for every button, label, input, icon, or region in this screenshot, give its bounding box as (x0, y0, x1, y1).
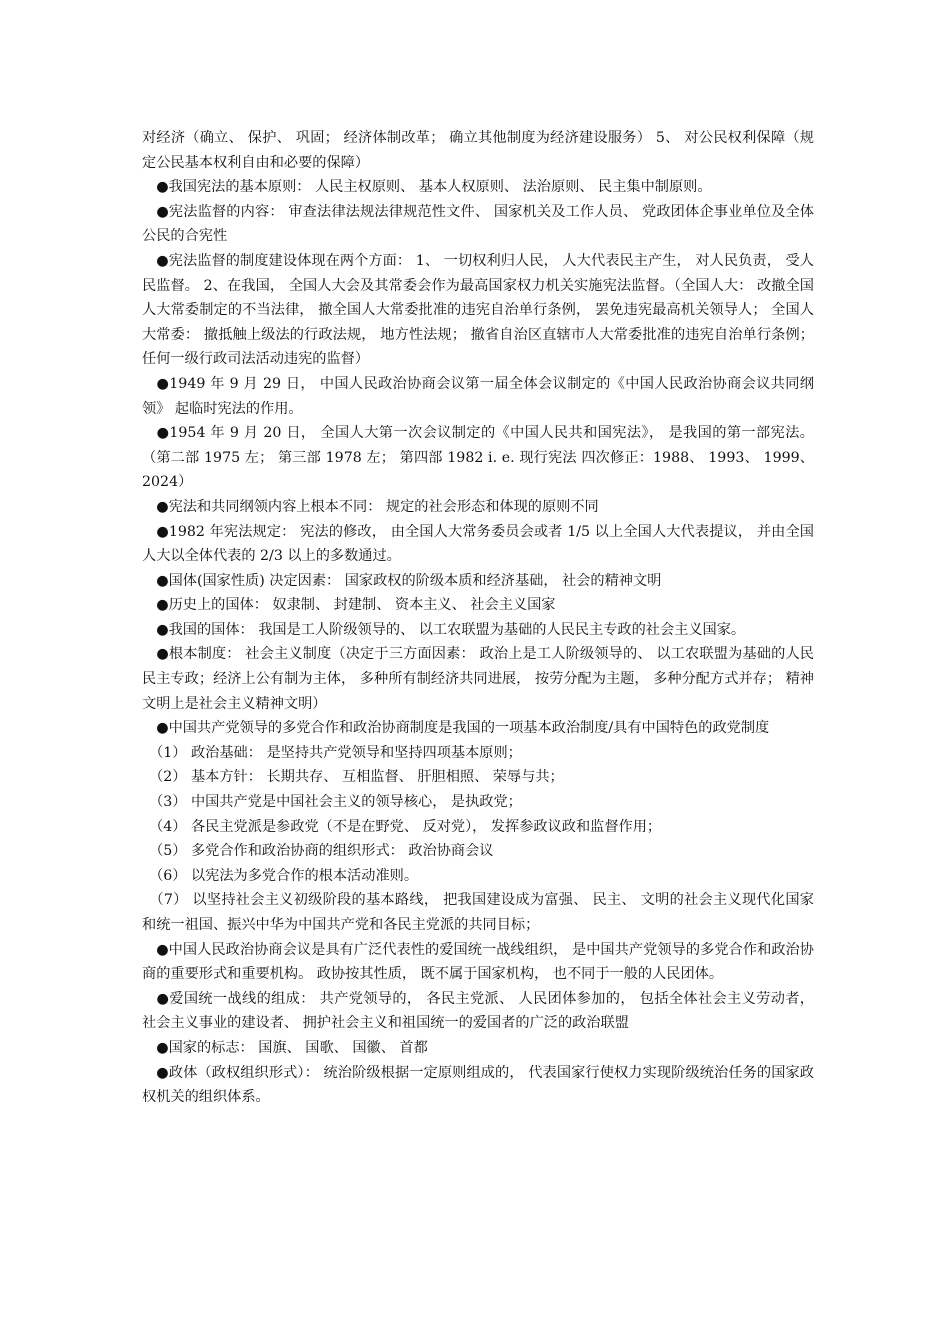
document-body (142, 126, 819, 1110)
list-item-political-basis: （1） 政治基础： 是坚持共产党领导和坚持四项基本原则； (142, 744, 522, 761)
paragraph-multi-party-cooperation: ●中国共产党领导的多党合作和政治协商制度是我国的一项基本政治制度/具有中国特色的政党制度 (142, 720, 770, 737)
paragraph-supervision-content: ●宪法监督的内容： 审查法律法规法律规范性文件、 国家机关及工作人员、 党政团体企事业单位及全体公民的合宪性 (142, 203, 814, 245)
paragraph-amendment-1982: ●1982 年宪法规定： 宪法的修改， 由全国人大常务委员会或者 1/5 以上全国人大代表提议， 并由全国人大以全体代表的 2/3 以上的多数通过。 (142, 523, 814, 565)
paragraph-common-program-1949: ●1949 年 9 月 29 日， 中国人民政治协商会议第一届全体会议制定的《中国人民政治协商会议共同纲领》 起临时宪法的作用。 (142, 375, 814, 417)
paragraph-economy-rights: 对经济（确立、 保护、 巩固； 经济体制改革； 确立其他制度为经济建设服务） 5、 对公民权利保障（规定公民基本权利自由和必要的保障） (142, 130, 814, 171)
paragraph-fundamental-system: ●根本制度： 社会主义制度（决定于三方面因素： 政治上是工人阶级领导的、 以工农联盟为基础的人民民主专政；经济上公有制为主体， 多种所有制经济共同进展， 按劳分配为主题， 多种分配方式并存； 精神文明上是社会主义精神文明） (142, 646, 814, 712)
paragraph-form-of-government: ●政体（政权组织形式）： 统治阶级根据一定原则组成的， 代表国家行使权力实现阶级统治任务的国家政权机关的组织体系。 (142, 1064, 814, 1106)
list-item-common-goal: （7） 以坚持社会主义初级阶段的基本路线， 把我国建设成为富强、 民主、 文明的社会主义现代化国家和统一祖国、振兴中华为中国共产党和各民主党派的共同目标； (142, 892, 814, 933)
paragraph-united-front: ●爱国统一战线的组成： 共产党领导的， 各民主党派、 人民团体参加的， 包括全体社会主义劳动者， 社会主义事业的建设者、 拥护社会主义和祖国统一的爱国者的广泛的政治联盟 (142, 990, 819, 1032)
paragraph-our-state-nature: ●我国的国体： 我国是工人阶级领导的、 以工农联盟为基础的人民民主专政的社会主义国家。 (142, 621, 746, 638)
paragraph-difference: ●宪法和共同纲领内容上根本不同： 规定的社会形态和体现的原则不同 (142, 498, 599, 515)
list-item-leading-core: （3） 中国共产党是中国社会主义的领导核心， 是执政党； (142, 794, 522, 811)
paragraph-historical-states: ●历史上的国体： 奴隶制、 封建制、 资本主义、 社会主义国家 (142, 597, 556, 614)
paragraph-cppcc: ●中国人民政治协商会议是具有广泛代表性的爱国统一战线组织， 是中国共产党领导的多党合作和政治协商的重要形式和重要机构。 政协按其性质， 既不属于国家机构， 也不同于一般的人民团体。 (142, 941, 814, 983)
list-item-organization-form: （5） 多党合作和政治协商的组织形式： 政治协商会议 (142, 843, 494, 860)
list-item-participating-parties: （4） 各民主党派是参政党（不是在野党、 反对党）， 发挥参政议政和监督作用； (142, 818, 662, 835)
paragraph-supervision-system: ●宪法监督的制度建设体现在两个方面： 1、 一切权利归人民， 人大代表民主产生， 对人民负责， 受人民监督。 2、在我国， 全国人大会及其常委会作为最高国家权力机关实施宪法监督。（全国人大： 改撤全国人大常委制定的不当法律， 撤全国人大常委批准的违宪自治单行条例， 罢免违宪最高机关领导人； 全国人大常委： 撤抵触上级法的行政法规， 地方性法规； 撤省自治区直辖市人大常委批准的违宪自治单行条例； 任何一级行政司法活动违宪的监督） (142, 252, 819, 368)
list-item-activity-criterion: （6） 以宪法为多党合作的根本活动准则。 (142, 867, 419, 884)
paragraph-constitution-1954: ●1954 年 9 月 20 日， 全国人大第一次会议制定的《中国人民共和国宪法》， 是我国的第一部宪法。（第二部 1975 左； 第三部 1978 左； 第四部 1982 i. e. 现行宪法 四次修正：1988、 1993、 1999、 2024） (142, 425, 819, 491)
paragraph-national-symbols: ●国家的标志： 国旗、 国歌、 国徽、 首都 (142, 1039, 428, 1056)
paragraph-basic-principles: ●我国宪法的基本原则： 人民主权原则、 基本人权原则、 法治原则、 民主集中制原则。 (142, 179, 712, 196)
paragraph-state-nature-factors: ●国体(国家性质) 决定因素： 国家政权的阶级本质和经济基础， 社会的精神文明 (142, 572, 662, 589)
list-item-basic-policy: （2） 基本方针： 长期共存、 互相监督、 肝胆相照、 荣辱与共； (142, 769, 564, 786)
